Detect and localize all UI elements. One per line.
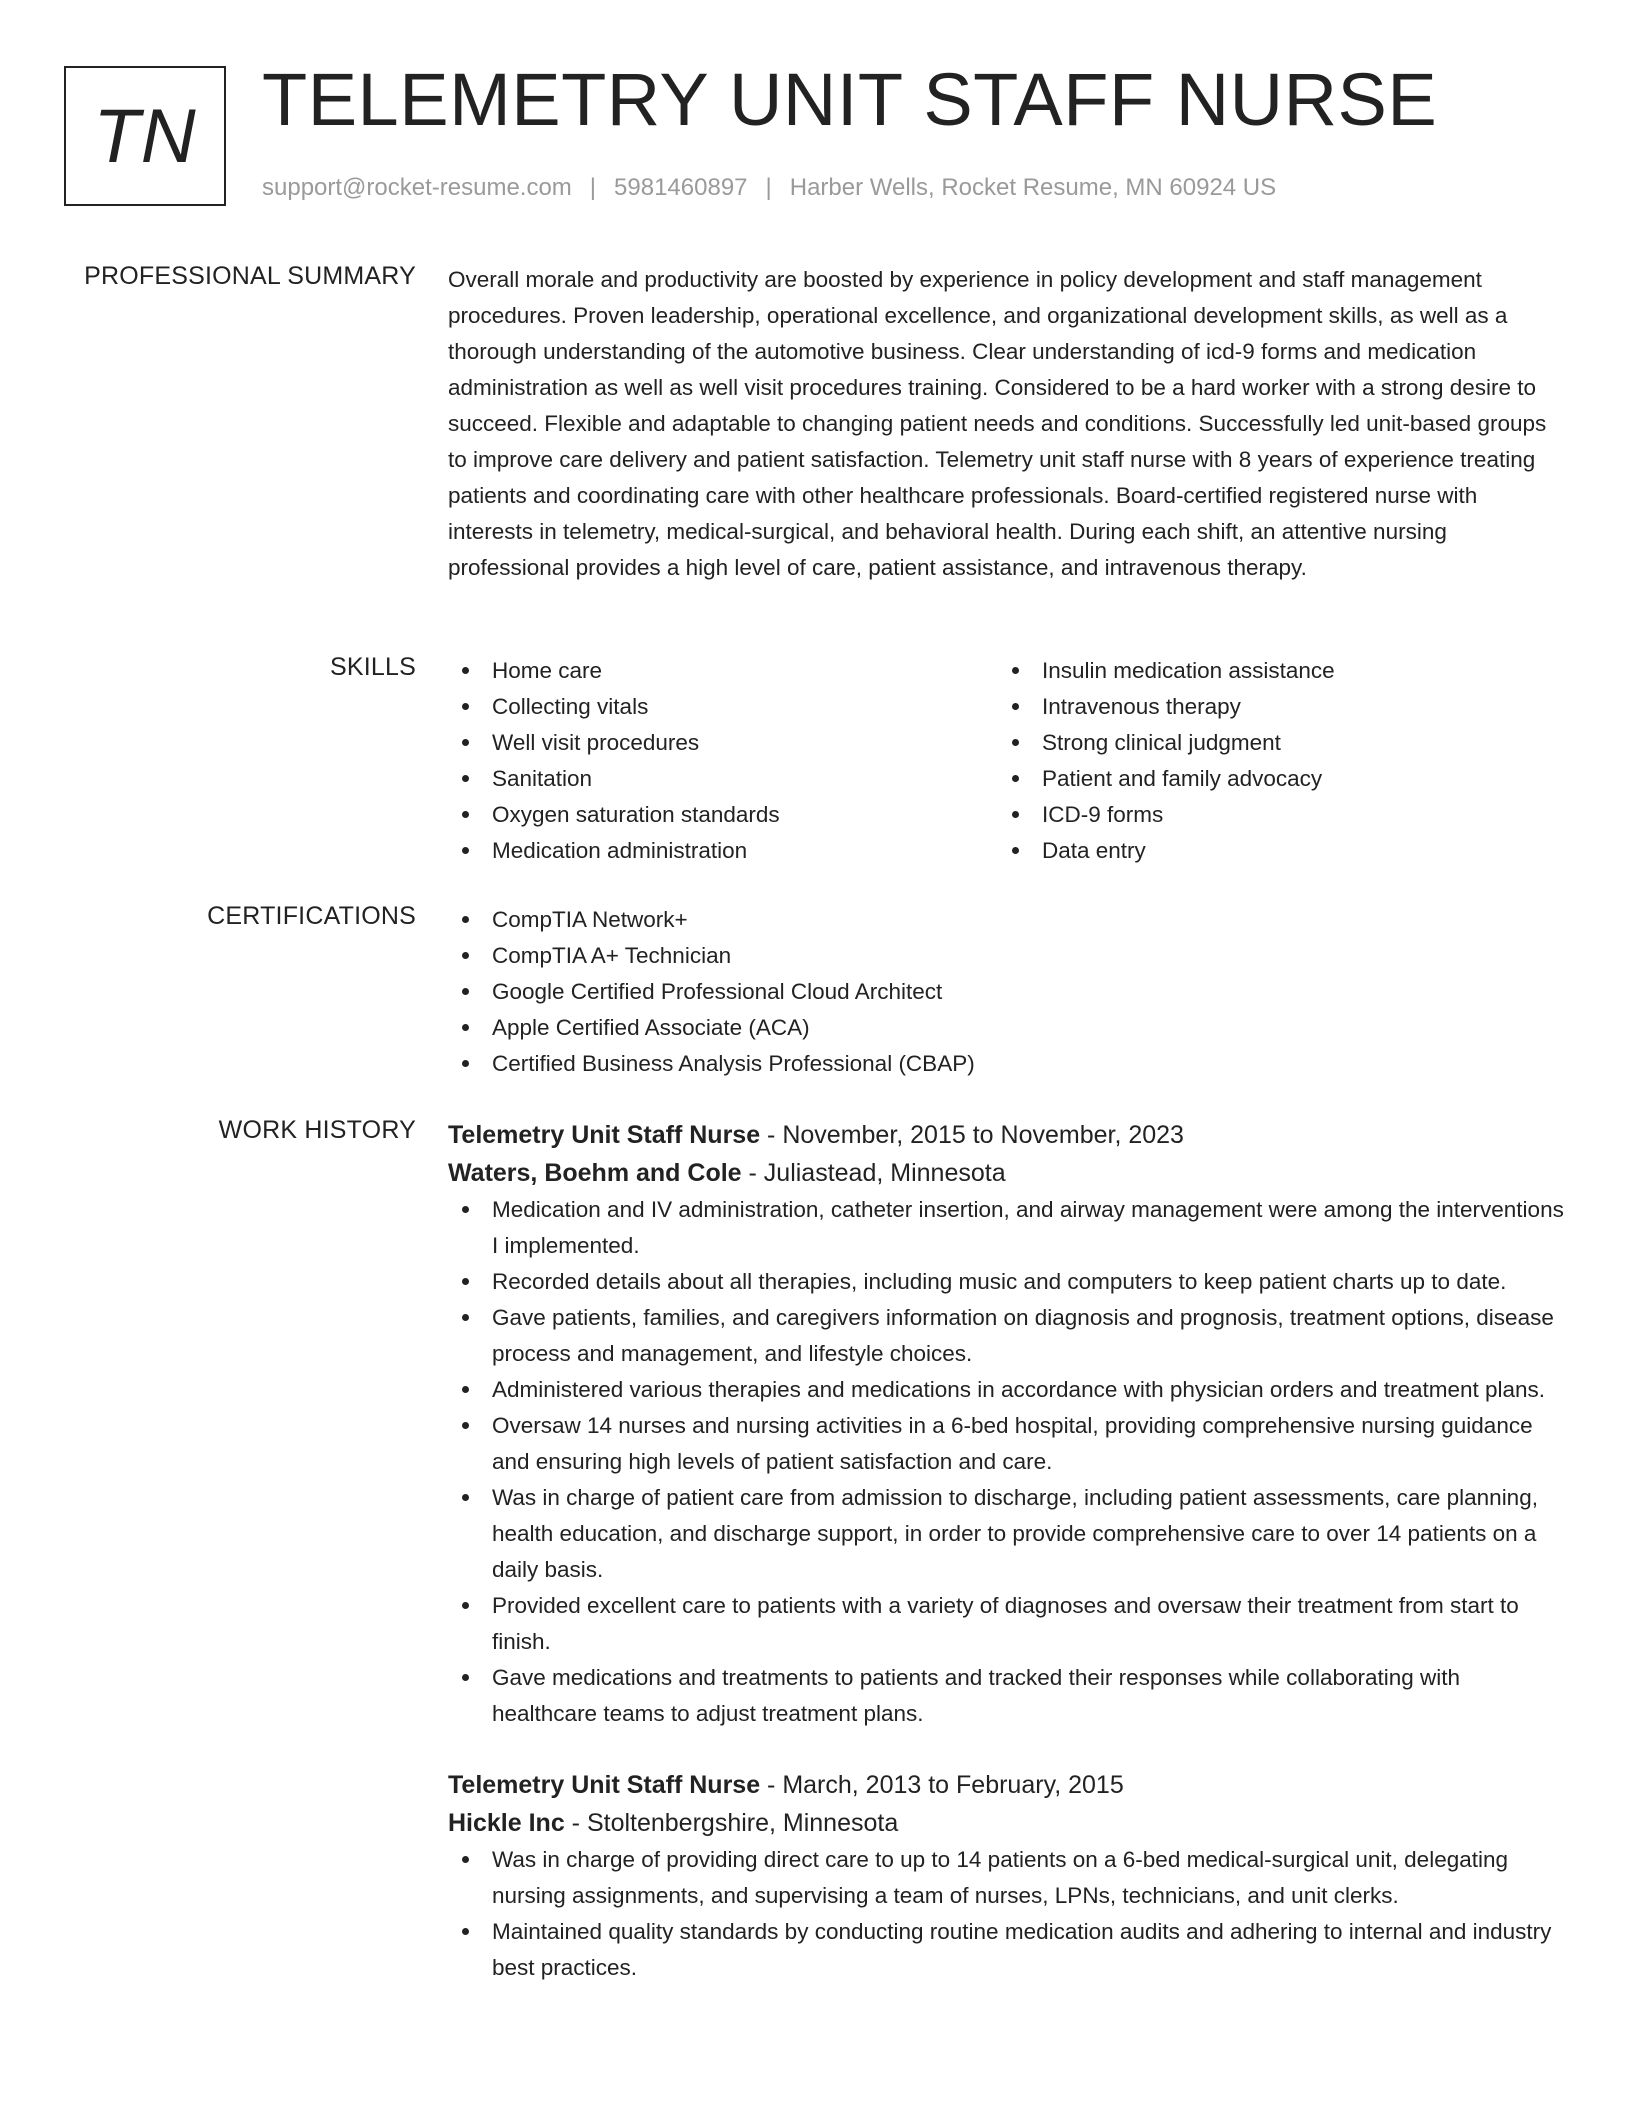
summary-body xyxy=(448,262,1564,586)
job-entry xyxy=(448,1116,1564,1732)
skills-heading: SKILLS xyxy=(330,653,416,681)
job-bullet-item: Gave medications and treatments to patients and tracked their responses while collaborating with healthcare teams to adjust treatment plans. xyxy=(448,1660,1564,1732)
monogram-logo xyxy=(64,66,226,206)
contact-line xyxy=(262,174,1276,202)
skill-item: Oxygen saturation standards xyxy=(448,797,998,833)
certification-item: Apple Certified Associate (ACA) xyxy=(448,1010,1564,1046)
certification-item: CompTIA A+ Technician xyxy=(448,938,1564,974)
job-title-line xyxy=(448,1116,1564,1154)
skill-item: Patient and family advocacy xyxy=(998,761,1548,797)
job-bullet-item: Recorded details about all therapies, including music and computers to keep patient charts up to date. xyxy=(448,1264,1564,1300)
contact-separator: | xyxy=(765,174,772,201)
skill-item: Well visit procedures xyxy=(448,725,998,761)
certification-item: Certified Business Analysis Professional (CBAP) xyxy=(448,1046,1564,1082)
skill-item: Sanitation xyxy=(448,761,998,797)
skills-list-right xyxy=(998,653,1548,869)
skill-item: Home care xyxy=(448,653,998,689)
skills-list-left xyxy=(448,653,998,869)
job-location: - Stoltenbergshire, Minnesota xyxy=(564,1809,899,1837)
job-company: Hickle Inc xyxy=(448,1809,565,1837)
page-title: TELEMETRY UNIT STAFF NURSE xyxy=(262,58,1438,141)
certifications-list xyxy=(448,902,1564,1082)
job-entry xyxy=(448,1766,1564,1986)
summary-text: Overall morale and productivity are boosted by experience in policy development and staff management procedures. Proven leadership, operational excellence, and organizational development skills, as well as a thorough understanding of the automotive business. Clear understanding of icd-9 forms and medication administration as well as well visit procedures training. Considered to be a hard worker with a strong desire to succeed. Flexible and adaptable to changing patient needs and conditions. Successfully led unit-based groups to improve care delivery and patient satisfaction. Telemetry unit staff nurse with 8 years of experience treating patients and coordinating care with other healthcare professionals. Board-certified registered nurse with interests in telemetry, medical-surgical, and behavioral health. During each shift, an attentive nursing professional provides a high level of care, patient assistance, and intravenous therapy. xyxy=(448,267,1547,580)
work-history-body xyxy=(448,1116,1564,2020)
job-bullet-item: Gave patients, families, and caregivers information on diagnosis and prognosis, treatment options, disease process and management, and lifestyle choices. xyxy=(448,1300,1564,1372)
job-location: - Juliastead, Minnesota xyxy=(741,1159,1006,1187)
monogram-text: TN xyxy=(93,93,197,179)
job-company-line xyxy=(448,1154,1564,1192)
skill-item: Strong clinical judgment xyxy=(998,725,1548,761)
certification-item: Google Certified Professional Cloud Architect xyxy=(448,974,1564,1010)
skill-item: Data entry xyxy=(998,833,1548,869)
job-bullet-item: Oversaw 14 nurses and nursing activities in a 6-bed hospital, providing comprehensive nursing guidance and ensuring high levels of patient satisfaction and care. xyxy=(448,1408,1564,1480)
skills-body xyxy=(448,653,1564,869)
certifications-heading: CERTIFICATIONS xyxy=(207,902,416,930)
job-bullet-item: Medication and IV administration, catheter insertion, and airway management were among the interventions I implemented. xyxy=(448,1192,1564,1264)
skills-grid xyxy=(448,653,1564,869)
job-title: Telemetry Unit Staff Nurse xyxy=(448,1771,761,1799)
contact-separator: | xyxy=(589,174,597,201)
skill-item: Medication administration xyxy=(448,833,998,869)
skill-item: Collecting vitals xyxy=(448,689,998,725)
job-bullet-item: Was in charge of patient care from admission to discharge, including patient assessments, care planning, health education, and discharge support, in order to provide comprehensive care to over 14 patients on a daily basis. xyxy=(448,1480,1564,1588)
skill-item: ICD-9 forms xyxy=(998,797,1548,833)
contact-email: support@rocket-resume.com xyxy=(262,174,572,201)
work-history-heading: WORK HISTORY xyxy=(218,1116,416,1144)
job-dates: - March, 2013 to February, 2015 xyxy=(760,1771,1124,1799)
contact-phone: 5981460897 xyxy=(614,174,748,201)
certifications-body xyxy=(448,902,1564,1082)
job-title-line xyxy=(448,1766,1564,1804)
skill-item: Intravenous therapy xyxy=(998,689,1548,725)
job-bullet-item: Provided excellent care to patients with a variety of diagnoses and oversaw their treatment from start to finish. xyxy=(448,1588,1564,1660)
job-bullet-item: Administered various therapies and medications in accordance with physician orders and treatment plans. xyxy=(448,1372,1564,1408)
job-bullets xyxy=(448,1192,1564,1732)
skill-item: Insulin medication assistance xyxy=(998,653,1548,689)
job-bullet-item: Maintained quality standards by conducting routine medication audits and adhering to internal and industry best practices. xyxy=(448,1914,1564,1986)
job-company: Waters, Boehm and Cole xyxy=(448,1159,742,1187)
job-title: Telemetry Unit Staff Nurse xyxy=(448,1121,761,1149)
contact-address: Harber Wells, Rocket Resume, MN 60924 US xyxy=(789,174,1277,201)
job-bullets xyxy=(448,1842,1564,1986)
job-company-line xyxy=(448,1804,1564,1842)
summary-heading: PROFESSIONAL SUMMARY xyxy=(84,262,416,290)
job-bullet-item: Was in charge of providing direct care to up to 14 patients on a 6-bed medical-surgical unit, delegating nursing assignments, and supervising a team of nurses, LPNs, technicians, and unit clerks. xyxy=(448,1842,1564,1914)
certification-item: CompTIA Network+ xyxy=(448,902,1564,938)
job-dates: - November, 2015 to November, 2023 xyxy=(760,1121,1184,1149)
